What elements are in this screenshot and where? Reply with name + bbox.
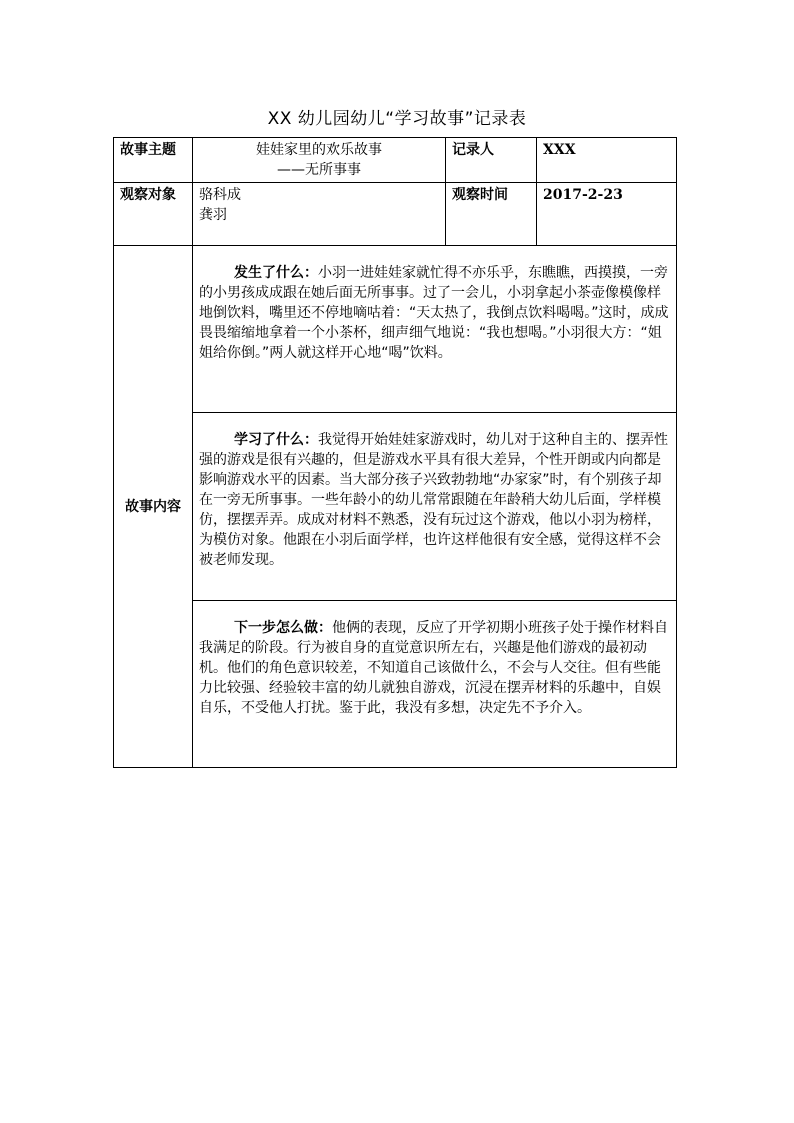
subject-value	[193, 183, 446, 246]
story-row-1	[114, 246, 677, 413]
subject-row	[114, 183, 677, 246]
story-heading-2: 学习了什么：	[234, 432, 318, 448]
theme-line-1: 娃娃家里的欢乐故事	[256, 142, 382, 158]
recorder-value: XXX	[537, 138, 677, 183]
story-paragraph-2	[193, 413, 677, 601]
story-text-1: 小羽一进娃娃家就忙得不亦乐乎，东瞧瞧，西摸摸，一旁的小男孩成成跟在她后面无所事事。过了一会儿，小羽拿起小茶壶像模像样地倒饮料，嘴里还不停地嘀咕着：“天太热了，我倒点饮料喝喝。”这时，成成畏畏缩缩地拿着一个小茶杯，细声细气地说：“我也想喝。”小羽很大方：“姐姐给你倒。”两人就这样开心地“喝”饮料。	[199, 265, 669, 361]
story-heading-1: 发生了什么：	[234, 265, 318, 281]
story-row-3	[114, 601, 677, 768]
page-title: XX 幼儿园幼儿“学习故事”记录表	[267, 109, 527, 129]
theme-value	[193, 138, 446, 183]
subject-line-1: 骆科成	[199, 187, 241, 203]
subject-label: 观察对象	[114, 183, 193, 246]
theme-line-2: ——无所事事	[277, 162, 361, 178]
theme-label: 故事主题	[114, 138, 193, 183]
theme-row	[114, 138, 677, 183]
story-paragraph-1	[193, 246, 677, 413]
story-text-3: 他俩的表现，反应了开学初期小班孩子处于操作材料自我满足的阶段。行为被自身的直觉意识所左右，兴趣是他们游戏的最初动机。他们的角色意识较差，不知道自己该做什么，不会与人交往。但有些能力比较强、经验较丰富的幼儿就独自游戏，沉浸在摆弄材料的乐趣中，自娱自乐，不受他人打扰。鉴于此，我没有多想，决定先不予介入。	[199, 620, 668, 716]
time-label: 观察时间	[446, 183, 537, 246]
time-value: 2017-2-23	[537, 183, 677, 246]
recorder-label: 记录人	[446, 138, 537, 183]
story-heading-3: 下一步怎么做：	[234, 620, 332, 636]
record-table	[113, 137, 677, 768]
content-label: 故事内容	[114, 246, 193, 768]
subject-line-2: 龚羽	[199, 207, 227, 223]
story-text-2: 我觉得开始娃娃家游戏时，幼儿对于这种自主的、摆弄性强的游戏是很有兴趣的，但是游戏水平具有很大差异，个性开朗或内向都是影响游戏水平的因素。当大部分孩子兴致勃勃地“办家家”时，有个别孩子却在一旁无所事事。一些年龄小的幼儿常常跟随在年龄稍大幼儿后面，学样模仿，摆摆弄弄。成成对材料不熟悉，没有玩过这个游戏，他以小羽为榜样，为模仿对象。他跟在小羽后面学样，也许这样他很有安全感，觉得这样不会被老师发现。	[199, 432, 668, 568]
story-paragraph-3	[193, 601, 677, 768]
story-row-2	[114, 413, 677, 601]
